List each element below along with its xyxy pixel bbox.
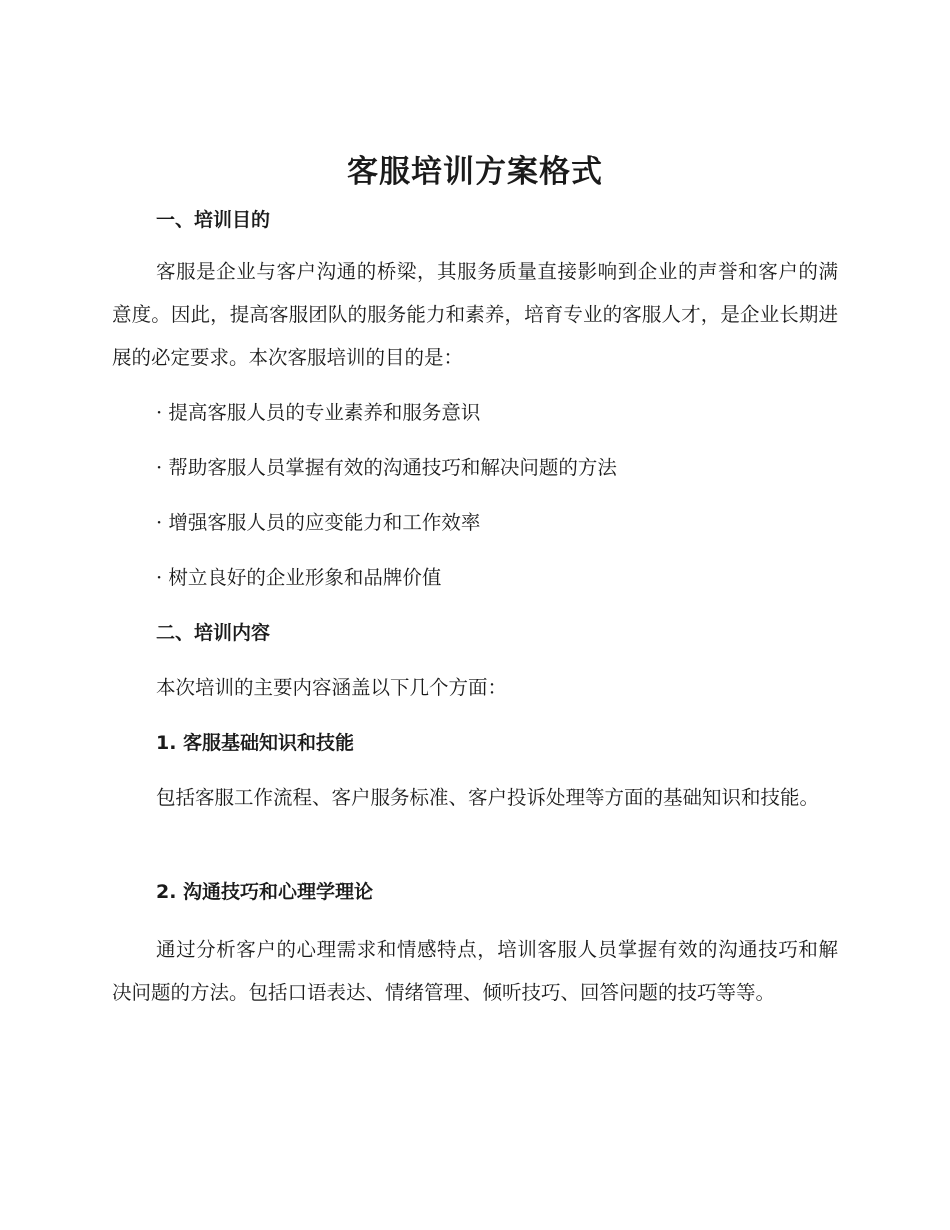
purpose-bullet-3: · 增强客服人员的应变能力和工作效率 (156, 511, 481, 534)
content-item-2-body: 通过分析客户的心理需求和情感特点，培训客服人员掌握有效的沟通技巧和解决问题的方法。包括口语表达、情绪管理、倾听技巧、回答问题的技巧等等。 (112, 938, 838, 1004)
content-item-2-heading: 2. 沟通技巧和心理学理论 (156, 881, 374, 903)
purpose-bullet-1: · 提高客服人员的专业素养和服务意识 (156, 401, 481, 424)
purpose-bullet-2: · 帮助客服人员掌握有效的沟通技巧和解决问题的方法 (156, 456, 617, 479)
training-content-intro: 本次培训的主要内容涵盖以下几个方面： (156, 676, 508, 699)
training-purpose-paragraph: 客服是企业与客户沟通的桥梁，其服务质量直接影响到企业的声誉和客户的满意度。因此，提高客服团队的服务能力和素养，培育专业的客服人才，是企业长期进展的必定要求。本次客服培训的目的是： (112, 260, 838, 369)
content-item-1-heading: 1. 客服基础知识和技能 (156, 732, 355, 754)
section-heading-training-content: 二、培训内容 (156, 622, 271, 644)
purpose-bullet-4: · 树立良好的企业形象和品牌价值 (156, 566, 442, 589)
document-title: 客服培训方案格式 (347, 154, 603, 190)
content-item-1-body: 包括客服工作流程、客户服务标准、客户投诉处理等方面的基础知识和技能。 (156, 786, 820, 809)
section-heading-training-purpose: 一、培训目的 (156, 209, 271, 231)
